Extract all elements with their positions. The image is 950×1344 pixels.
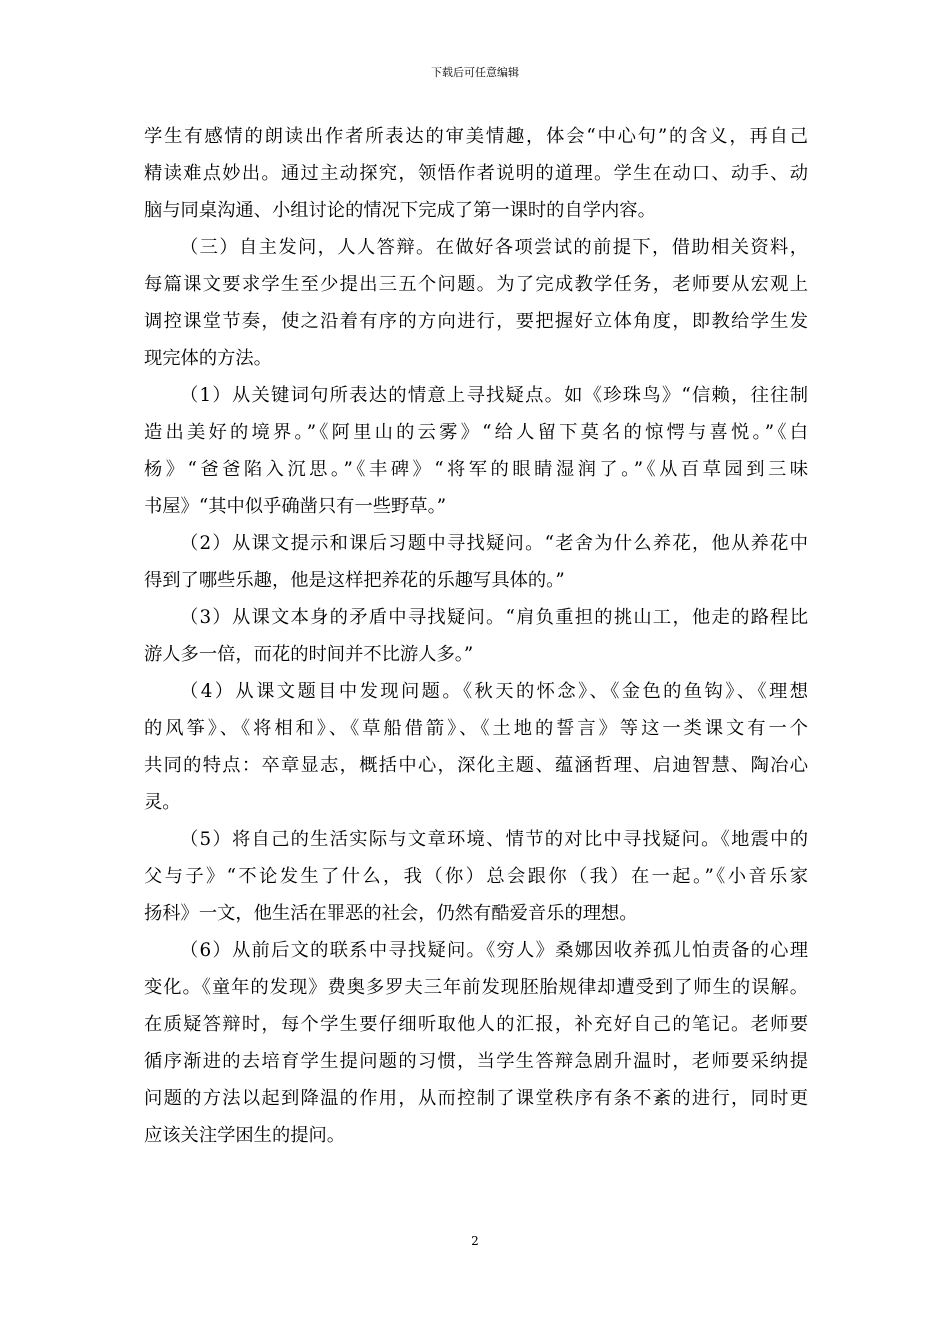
text-line: （三）自主发问，人人答辩。在做好各项尝试的前提下，借助相关资料，	[180, 237, 808, 258]
page-number: 2	[471, 1234, 479, 1248]
text-line: 游人多一倍，而花的时间并不比游人多。”	[144, 644, 474, 665]
text-line: 循序渐进的去培育学生提问题的习惯，当学生答辩急剧升温时，老师要采纳提	[144, 1051, 808, 1072]
text-line: 共同的特点：卒章显志，概括中心，深化主题、蕴涵哲理、启迪智慧、陶冶心	[144, 755, 808, 776]
text-line: 学生有感情的朗读出作者所表达的审美情趣，体会“中心句”的含义，再自己	[144, 126, 808, 147]
text-line: 应该关注学困生的提问。	[144, 1125, 346, 1146]
text-line: 书屋》“其中似乎确凿只有一些野草。”	[144, 496, 447, 517]
text-line: 的风筝》、《将相和》、《草船借箭》、《土地的誓言》等这一类课文有一个	[144, 718, 808, 739]
text-line: （6）从前后文的联系中寻找疑问。《穷人》桑娜因收养孤儿怕责备的心理	[180, 940, 808, 961]
text-line: 现完体的方法。	[144, 348, 272, 369]
text-line: （4）从课文题目中发现问题。《秋天的怀念》、《金色的鱼钩》、《理想	[180, 681, 808, 702]
text-line: （2）从课文提示和课后习题中寻找疑问。“老舍为什么养花，他从养花中	[180, 533, 808, 554]
text-line: 造出美好的境界。”《阿里山的云雾》“给人留下莫名的惊愕与喜悦。”《白	[144, 422, 808, 443]
text-line: 灵。	[144, 792, 181, 813]
text-line: 脑与同桌沟通、小组讨论的情况下完成了第一课时的自学内容。	[144, 200, 656, 221]
text-line: 扬科》一文，他生活在罪恶的社会，仍然有酷爱音乐的理想。	[144, 903, 638, 924]
text-line: （5）将自己的生活实际与文章环境、情节的对比中寻找疑问。《地震中的	[180, 829, 808, 850]
text-line: 杨》“爸爸陷入沉思。”《丰碑》“将军的眼睛湿润了。”《从百草园到三味	[144, 459, 808, 480]
text-line: 精读难点妙出。通过主动探究，领悟作者说明的道理。学生在动口、动手、动	[144, 163, 808, 184]
text-line: 得到了哪些乐趣，他是这样把养花的乐趣写具体的。”	[144, 570, 565, 591]
text-line: 父与子》“不论发生了什么，我（你）总会跟你（我）在一起。”《小音乐家	[144, 866, 808, 887]
text-line: （3）从课文本身的矛盾中寻找疑问。“肩负重担的挑山工，他走的路程比	[180, 607, 808, 628]
text-line: 调控课堂节奏，使之沿着有序的方向进行，要把握好立体角度，即教给学生发	[144, 311, 808, 332]
text-line: 问题的方法以起到降温的作用，从而控制了课堂秩序有条不紊的进行，同时更	[144, 1088, 808, 1109]
text-line: （1）从关键词句所表达的情意上寻找疑点。如《珍珠鸟》“信赖，往往制	[180, 385, 808, 406]
body-text	[144, 118, 808, 1154]
text-line: 每篇课文要求学生至少提出三五个问题。为了完成教学任务，老师要从宏观上	[144, 274, 808, 295]
text-line: 在质疑答辩时，每个学生要仔细听取他人的汇报，补充好自己的笔记。老师要	[144, 1014, 808, 1035]
page-header: 下载后可任意编辑	[431, 66, 519, 79]
text-line: 变化。《童年的发现》费奥多罗夫三年前发现胚胎规律却遭受到了师生的误解。	[144, 977, 808, 998]
